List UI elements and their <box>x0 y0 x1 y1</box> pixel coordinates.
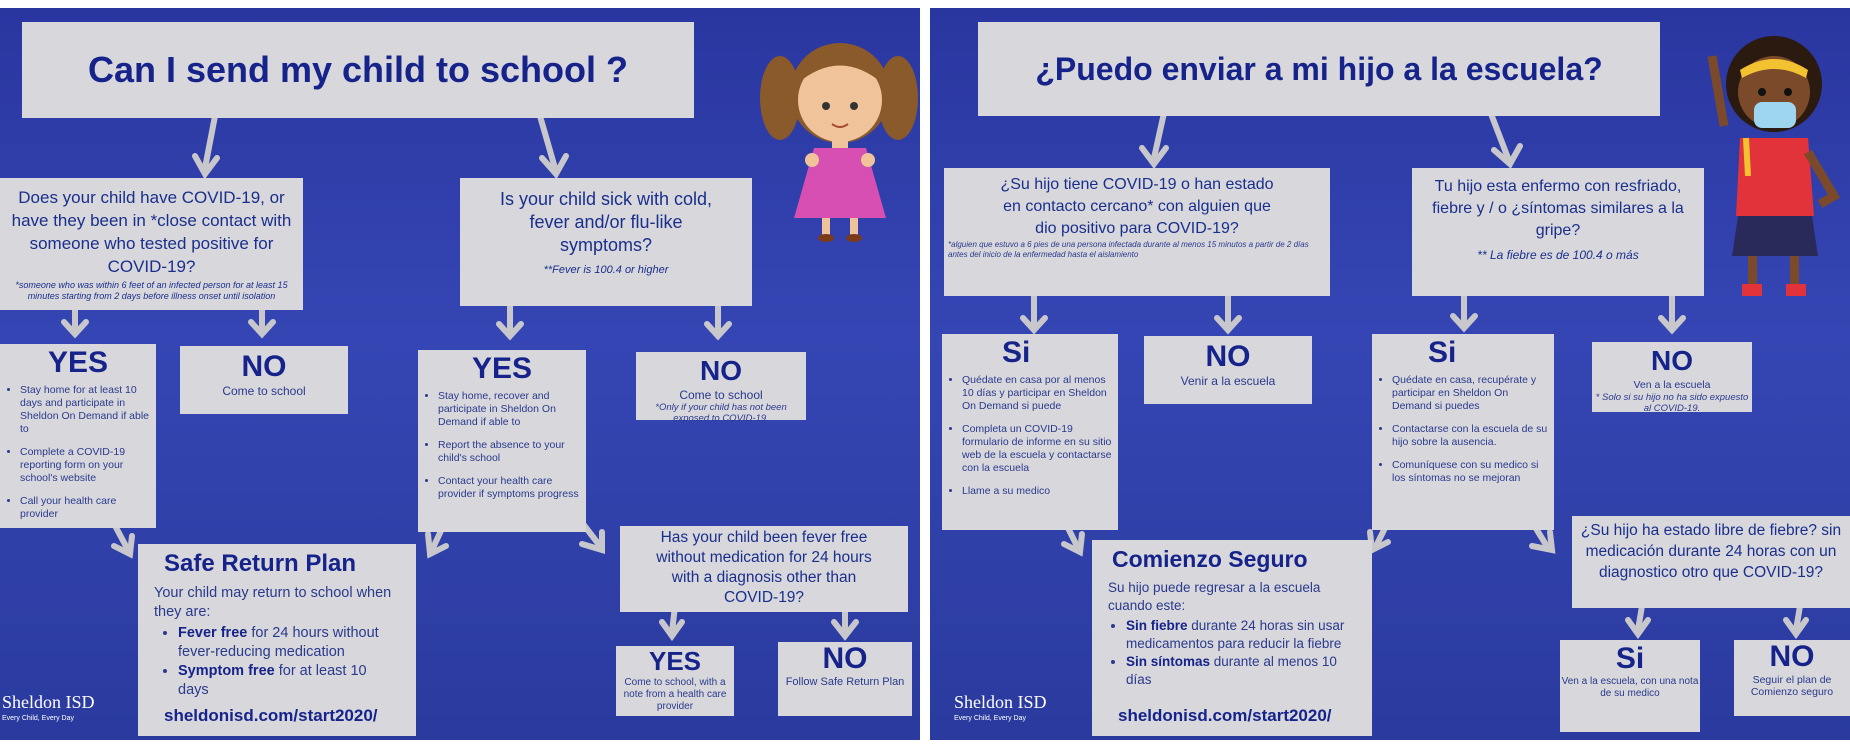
answer-no-covid <box>180 346 348 414</box>
plan-title: Comienzo Seguro <box>1112 546 1308 572</box>
answer-title: YES <box>648 646 702 676</box>
girl-illustration <box>758 28 918 248</box>
answer-title: NO <box>1769 640 1815 673</box>
step-item: • Quédate en casa por al menos 10 días y participar en Sheldon On Demand si puede <box>962 374 1112 413</box>
plan-condition: • Fever free for 24 hours without fever-reducing medication <box>178 624 398 662</box>
answer-note: * Solo si su hijo no ha sido expuesto al COVID-19. <box>1595 392 1749 414</box>
answer-subtitle: Ven a la escuela <box>1633 379 1711 391</box>
answer-subtitle: Venir a la escuela <box>1180 374 1276 388</box>
plan-title: Safe Return Plan <box>164 550 357 577</box>
question-footnote: *alguien que estuvo a 6 pies de una persona infectada durante al menos 15 minutos a partir de 2 días antes del inicio de la enfermedad hasta el aislamiento <box>948 240 1309 259</box>
question-text: Has your child been fever free without medication for 24 hours with a diagnosis other than COVID-19? <box>656 529 872 606</box>
step-item: • Complete a COVID-19 reporting form on your school's website <box>20 446 150 485</box>
answer-no-sick <box>1592 342 1752 412</box>
answer-no-sick <box>636 352 806 424</box>
plan-condition: • Sin fiebre durante 24 horas sin usar medicamentos para reducir la fiebre <box>1126 617 1354 653</box>
question-fever-free <box>620 526 908 612</box>
answer-title: NO <box>241 350 287 383</box>
answer-yes-fever-free <box>1560 640 1700 732</box>
answer-steps <box>1372 374 1554 485</box>
answer-title: Si <box>1002 336 1031 369</box>
spanish-flowchart <box>930 8 1850 740</box>
answer-subtitle: Come to school, with a note from a health care provider <box>623 677 727 712</box>
website-link[interactable]: sheldonisd.com/start2020/ <box>1118 706 1332 725</box>
answer-yes-sick <box>1372 334 1554 530</box>
plan-conditions <box>1092 617 1372 689</box>
answer-steps <box>418 390 586 501</box>
answer-steps <box>0 384 156 521</box>
plan-intro: Your child may return to school when they are: <box>154 585 392 620</box>
step-item: • Completa un COVID-19 formulario de informe en su sitio web de la escuela y contactarse con la escuela <box>962 423 1112 475</box>
question-covid-contact <box>0 178 303 310</box>
question-text: Does your child have COVID-19, or have they been in *close contact with someone who tested positive for COVID-19? <box>11 188 292 276</box>
answer-no-covid <box>1144 336 1312 404</box>
safe-return-plan <box>138 544 416 736</box>
step-item: • Call your health care provider <box>20 495 150 521</box>
answer-no-fever-free <box>1734 640 1850 716</box>
question-fever-free <box>1572 516 1850 608</box>
question-sick <box>460 178 752 306</box>
answer-yes-sick <box>418 350 586 532</box>
answer-no-fever-free <box>778 642 912 716</box>
question-footnote: **Fever is 100.4 or higher <box>543 264 669 276</box>
answer-subtitle: Seguir el plan de Comienzo seguro <box>1750 674 1834 698</box>
sheldon-isd-logo: Sheldon ISD Every Child, Every Day <box>2 692 95 722</box>
child-mask-illustration <box>1702 26 1848 326</box>
safe-return-plan <box>1092 540 1372 736</box>
sheldon-isd-logo: Sheldon ISD Every Child, Every Day <box>954 692 1047 722</box>
step-item: • Contactarse con la escuela de su hijo sobre la ausencia. <box>1392 423 1548 449</box>
answer-yes-covid <box>0 344 156 528</box>
answer-title: NO <box>1205 340 1251 373</box>
answer-title: Si <box>1615 642 1645 675</box>
question-text: ¿Su hijo ha estado libre de fiebre? sin medicación durante 24 horas con un diagnostico otro que COVID-19? <box>1580 522 1842 581</box>
plan-condition: • Sin síntomas durante al menos 10 días <box>1126 653 1354 689</box>
question-sick <box>1412 168 1704 296</box>
question-footnote: ** La fiebre es de 100.4 o más <box>1477 248 1639 262</box>
answer-steps <box>942 374 1118 498</box>
page-title: ¿Puedo enviar a mi hijo a la escuela? <box>978 22 1660 116</box>
answer-title: NO <box>700 355 742 386</box>
plan-intro: Su hijo puede regresar a la escuela cuando este: <box>1108 580 1321 613</box>
answer-subtitle: Come to school <box>679 388 763 402</box>
answer-yes-covid <box>942 334 1118 530</box>
website-link[interactable]: sheldonisd.com/start2020/ <box>164 706 378 725</box>
plan-condition: • Symptom free for at least 10 days <box>178 662 398 700</box>
answer-yes-fever-free <box>616 646 734 716</box>
answer-note: *Only if your child has not been exposed to COVID-19. <box>655 402 787 424</box>
step-item: • Quédate en casa, recupérate y participar en Sheldon On Demand si puedes <box>1392 374 1548 413</box>
answer-title: YES <box>47 346 109 379</box>
question-text: Is your child sick with cold, fever and/or flu-like symptoms? <box>499 189 713 255</box>
question-text: Tu hijo esta enfermo con resfriado, fiebre y / o ¿síntomas similares a la gripe? <box>1432 178 1684 239</box>
english-flowchart <box>0 8 920 740</box>
answer-title: Si <box>1428 336 1457 369</box>
step-item: • Contact your health care provider if symptoms progress <box>438 475 580 501</box>
question-footnote: *someone who was within 6 feet of an infected person for at least 15 minutes starting from 2 days before illness onset until isolation <box>15 280 288 301</box>
step-item: • Llame a su medico <box>962 485 1112 498</box>
step-item: • Report the absence to your child's school <box>438 439 580 465</box>
question-text: ¿Su hijo tiene COVID-19 o han estado en contacto cercano* con alguien que dio positivo para COVID-19? <box>1000 176 1274 237</box>
question-covid-contact <box>944 168 1330 296</box>
answer-subtitle: Ven a la escuela, con una nota de su medico <box>1561 676 1699 699</box>
plan-conditions <box>138 624 416 700</box>
step-item: • Comuníquese con su medico si los síntomas no se mejoran <box>1392 459 1548 485</box>
answer-title: NO <box>822 642 868 675</box>
step-item: • Stay home, recover and participate in Sheldon On Demand if able to <box>438 390 580 429</box>
step-item: • Stay home for at least 10 days and participate in Sheldon On Demand if able to <box>20 384 150 436</box>
answer-title: YES <box>471 352 533 385</box>
answer-subtitle: Come to school <box>222 384 306 398</box>
answer-subtitle: Follow Safe Return Plan <box>785 676 905 688</box>
page-title: Can I send my child to school ? <box>22 22 694 118</box>
answer-title: NO <box>1651 345 1693 376</box>
